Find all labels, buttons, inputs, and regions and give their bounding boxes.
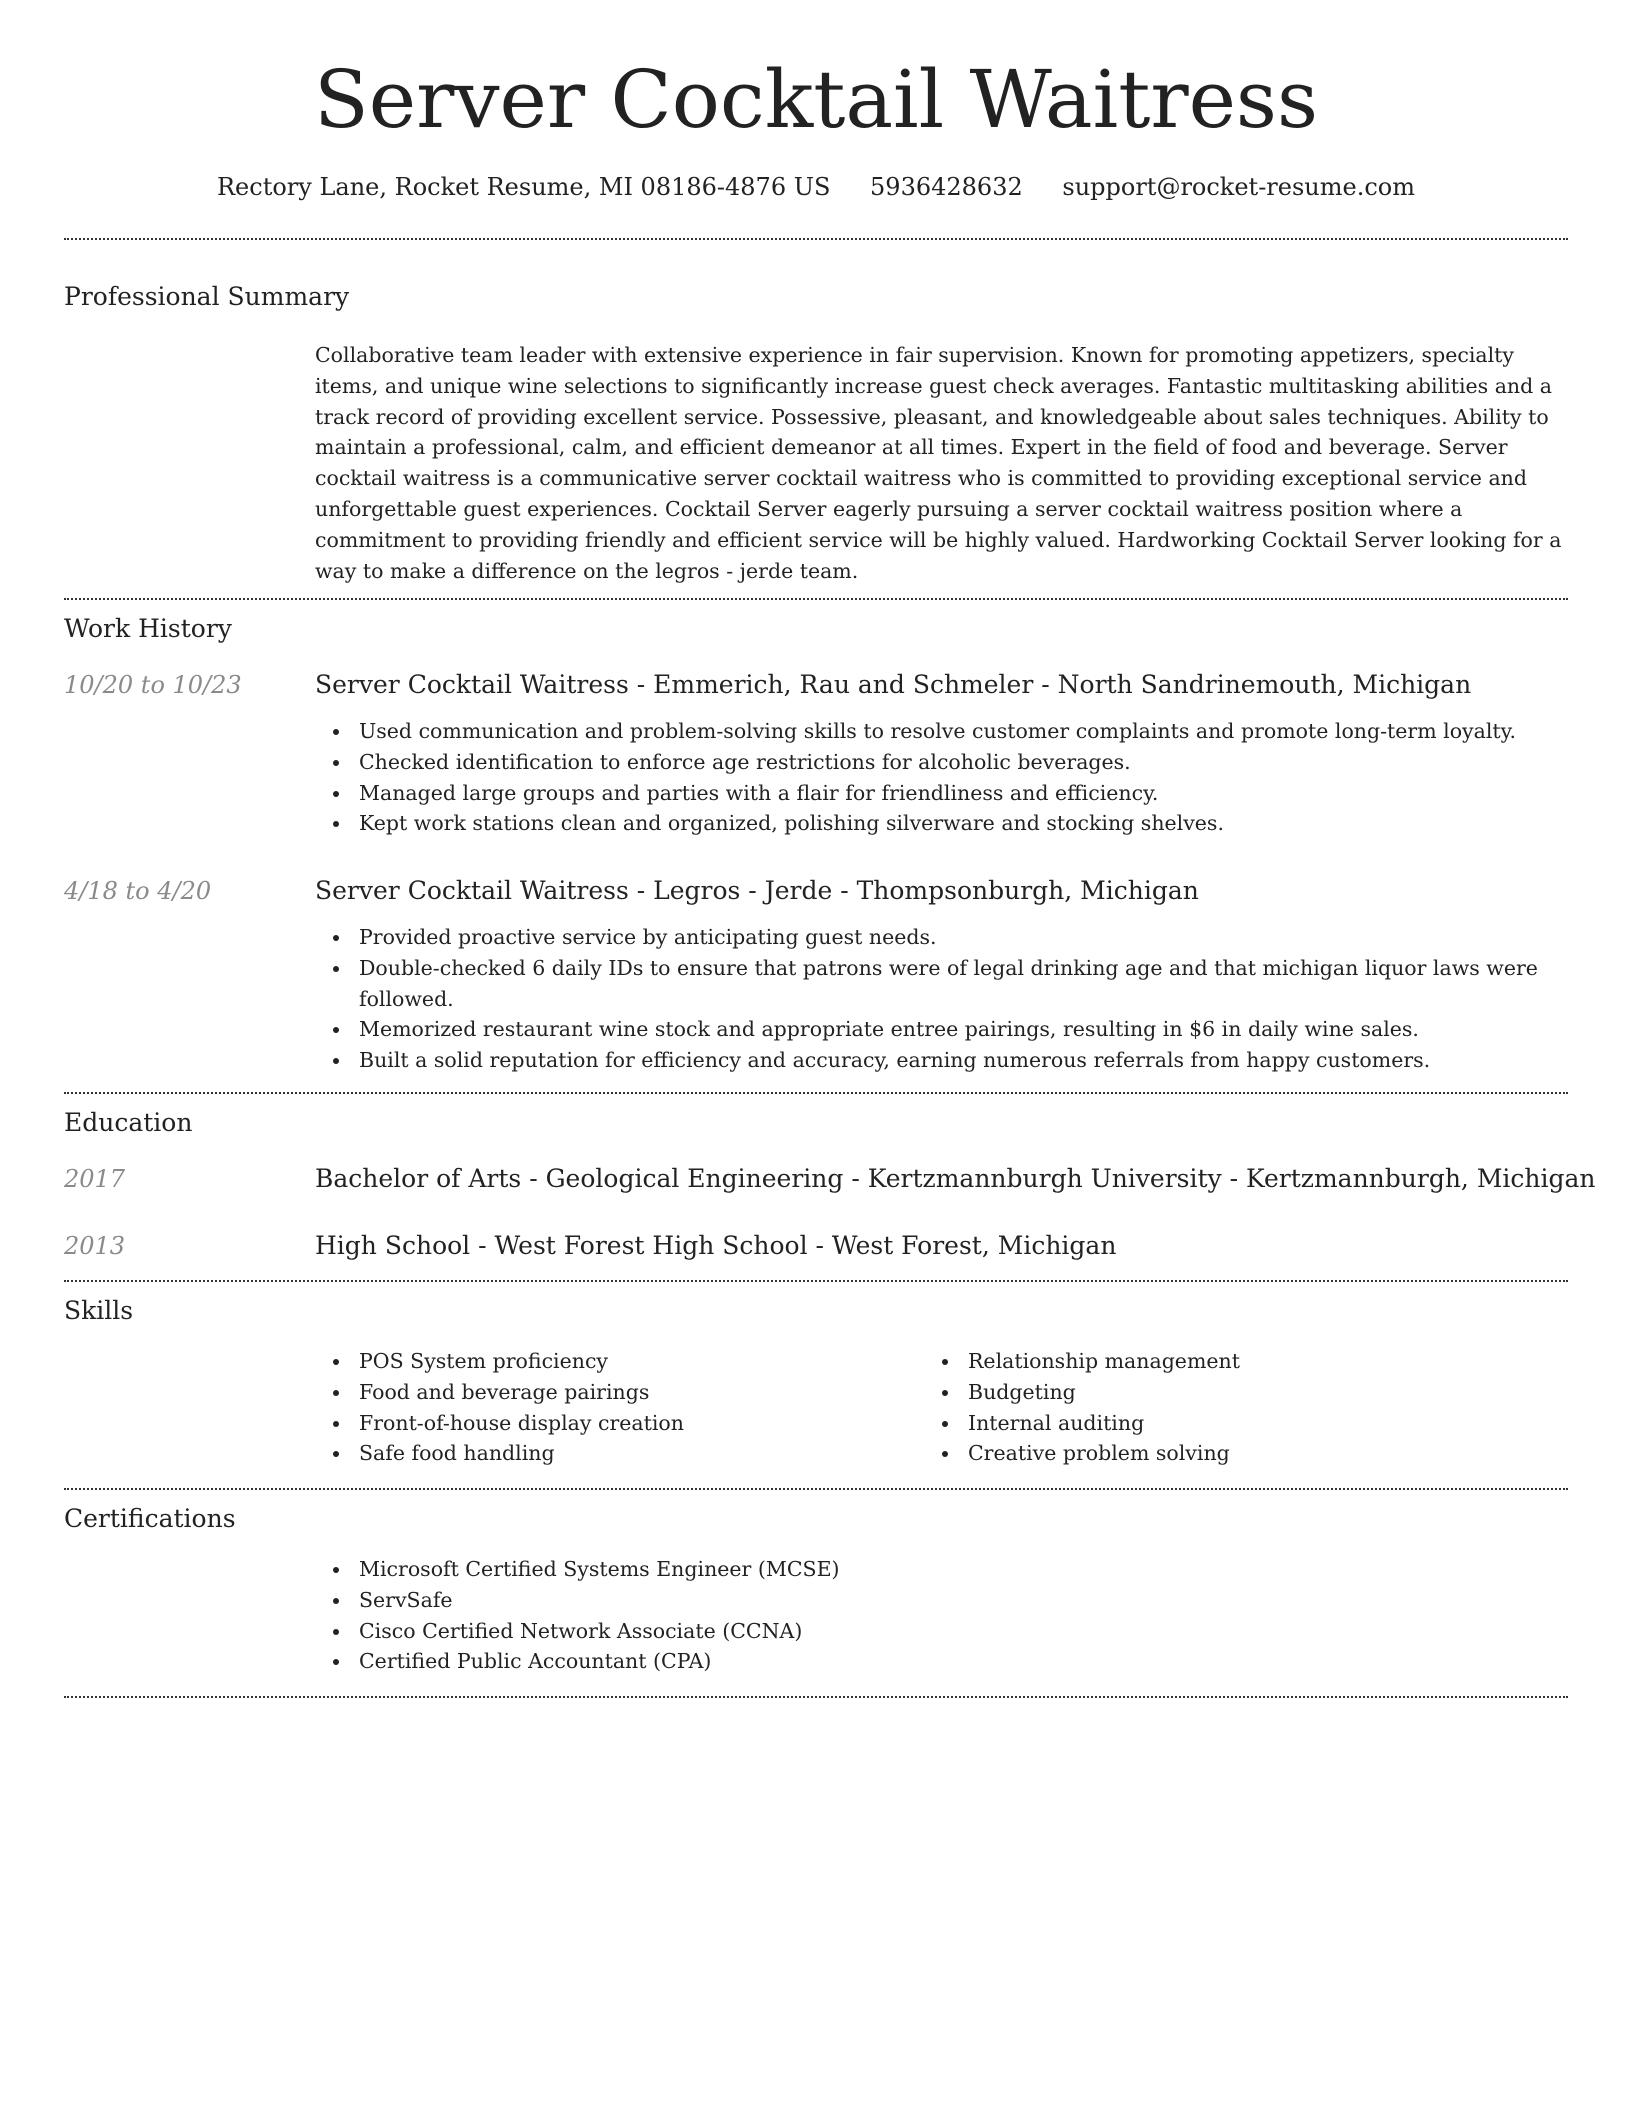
education-heading: Bachelor of Arts - Geological Engineering - Kertzmannburgh University - Kertzmannburgh, Michigan xyxy=(315,1164,1596,1193)
list-item: Kept work stations clean and organized, polishing silverware and stocking shelves. xyxy=(359,808,1579,839)
section-title-summary: Professional Summary xyxy=(64,282,350,311)
list-item: Provided proactive service by anticipating guest needs. xyxy=(359,922,1579,953)
list-item: ServSafe xyxy=(359,1585,1579,1616)
certifications-list xyxy=(315,1554,1579,1677)
list-item: Internal auditing xyxy=(968,1408,1528,1439)
list-item: Cisco Certified Network Associate (CCNA) xyxy=(359,1616,1579,1647)
education-year: 2017 xyxy=(64,1165,126,1193)
list-item: Used communication and problem-solving skills to resolve customer complaints and promote long-term loyalty. xyxy=(359,716,1579,747)
section-title-skills: Skills xyxy=(64,1296,134,1325)
job-dates: 4/18 to 4/20 xyxy=(64,877,212,905)
job-duties-list xyxy=(315,922,1579,1076)
contact-phone: 5936428632 xyxy=(870,173,1023,201)
divider xyxy=(64,598,1568,600)
divider xyxy=(64,1092,1568,1094)
divider xyxy=(64,1280,1568,1282)
education-year: 2013 xyxy=(64,1232,126,1260)
list-item: Budgeting xyxy=(968,1377,1528,1408)
divider xyxy=(64,1696,1568,1698)
resume-name: Server Cocktail Waitress xyxy=(313,53,1319,146)
divider xyxy=(64,238,1568,240)
list-item: POS System proficiency xyxy=(359,1346,919,1377)
job-heading: Server Cocktail Waitress - Emmerich, Rau and Schmeler - North Sandrinemouth, Michigan xyxy=(315,670,1472,699)
list-item: Microsoft Certified Systems Engineer (MCSE) xyxy=(359,1554,1579,1585)
education-heading: High School - West Forest High School - West Forest, Michigan xyxy=(315,1231,1117,1260)
contact-address: Rectory Lane, Rocket Resume, MI 08186-4876 US xyxy=(216,173,831,201)
list-item: Double-checked 6 daily IDs to ensure that patrons were of legal drinking age and that michigan liquor laws were followed. xyxy=(359,953,1579,1015)
list-item: Relationship management xyxy=(968,1346,1528,1377)
list-item: Built a solid reputation for efficiency and accuracy, earning numerous referrals from happy customers. xyxy=(359,1045,1579,1076)
list-item: Certified Public Accountant (CPA) xyxy=(359,1646,1579,1677)
job-duties-list xyxy=(315,716,1579,839)
list-item: Memorized restaurant wine stock and appropriate entree pairings, resulting in $6 in daily wine sales. xyxy=(359,1014,1579,1045)
contact-line xyxy=(0,170,1632,204)
list-item: Creative problem solving xyxy=(968,1438,1528,1469)
section-title-work-history: Work History xyxy=(64,614,232,643)
divider xyxy=(64,1488,1568,1490)
summary-text: Collaborative team leader with extensive experience in fair supervision. Known for promoting appetizers, specialty items, and unique wine selections to significantly increase guest check averages. Fantastic multitasking abilities and a track record of providing excellent service. Possessive, pleasant, and knowledgeable about sales techniques. Ability to maintain a professional, calm, and efficient demeanor at all times. Expert in the field of food and beverage. Server cocktail waitress is a communicative server cocktail waitress who is committed to providing exceptional service and unforgettable guest experiences. Cocktail Server eagerly pursuing a server cocktail waitress position where a commitment to providing friendly and efficient service will be highly valued. Hardworking Cocktail Server looking for a way to make a difference on the legros - jerde team. xyxy=(315,343,1562,583)
list-item: Managed large groups and parties with a flair for friendliness and efficiency. xyxy=(359,778,1579,809)
list-item: Food and beverage pairings xyxy=(359,1377,919,1408)
list-item: Front-of-house display creation xyxy=(359,1408,919,1439)
job-heading: Server Cocktail Waitress - Legros - Jerde - Thompsonburgh, Michigan xyxy=(315,876,1199,905)
section-title-certifications: Certifications xyxy=(64,1504,236,1533)
section-title-education: Education xyxy=(64,1108,193,1137)
skills-list-left xyxy=(315,1346,919,1469)
job-dates: 10/20 to 10/23 xyxy=(64,671,242,699)
skills-list-right xyxy=(924,1346,1528,1469)
contact-email[interactable]: support@rocket-resume.com xyxy=(1062,173,1415,201)
list-item: Safe food handling xyxy=(359,1438,919,1469)
list-item: Checked identification to enforce age restrictions for alcoholic beverages. xyxy=(359,747,1579,778)
